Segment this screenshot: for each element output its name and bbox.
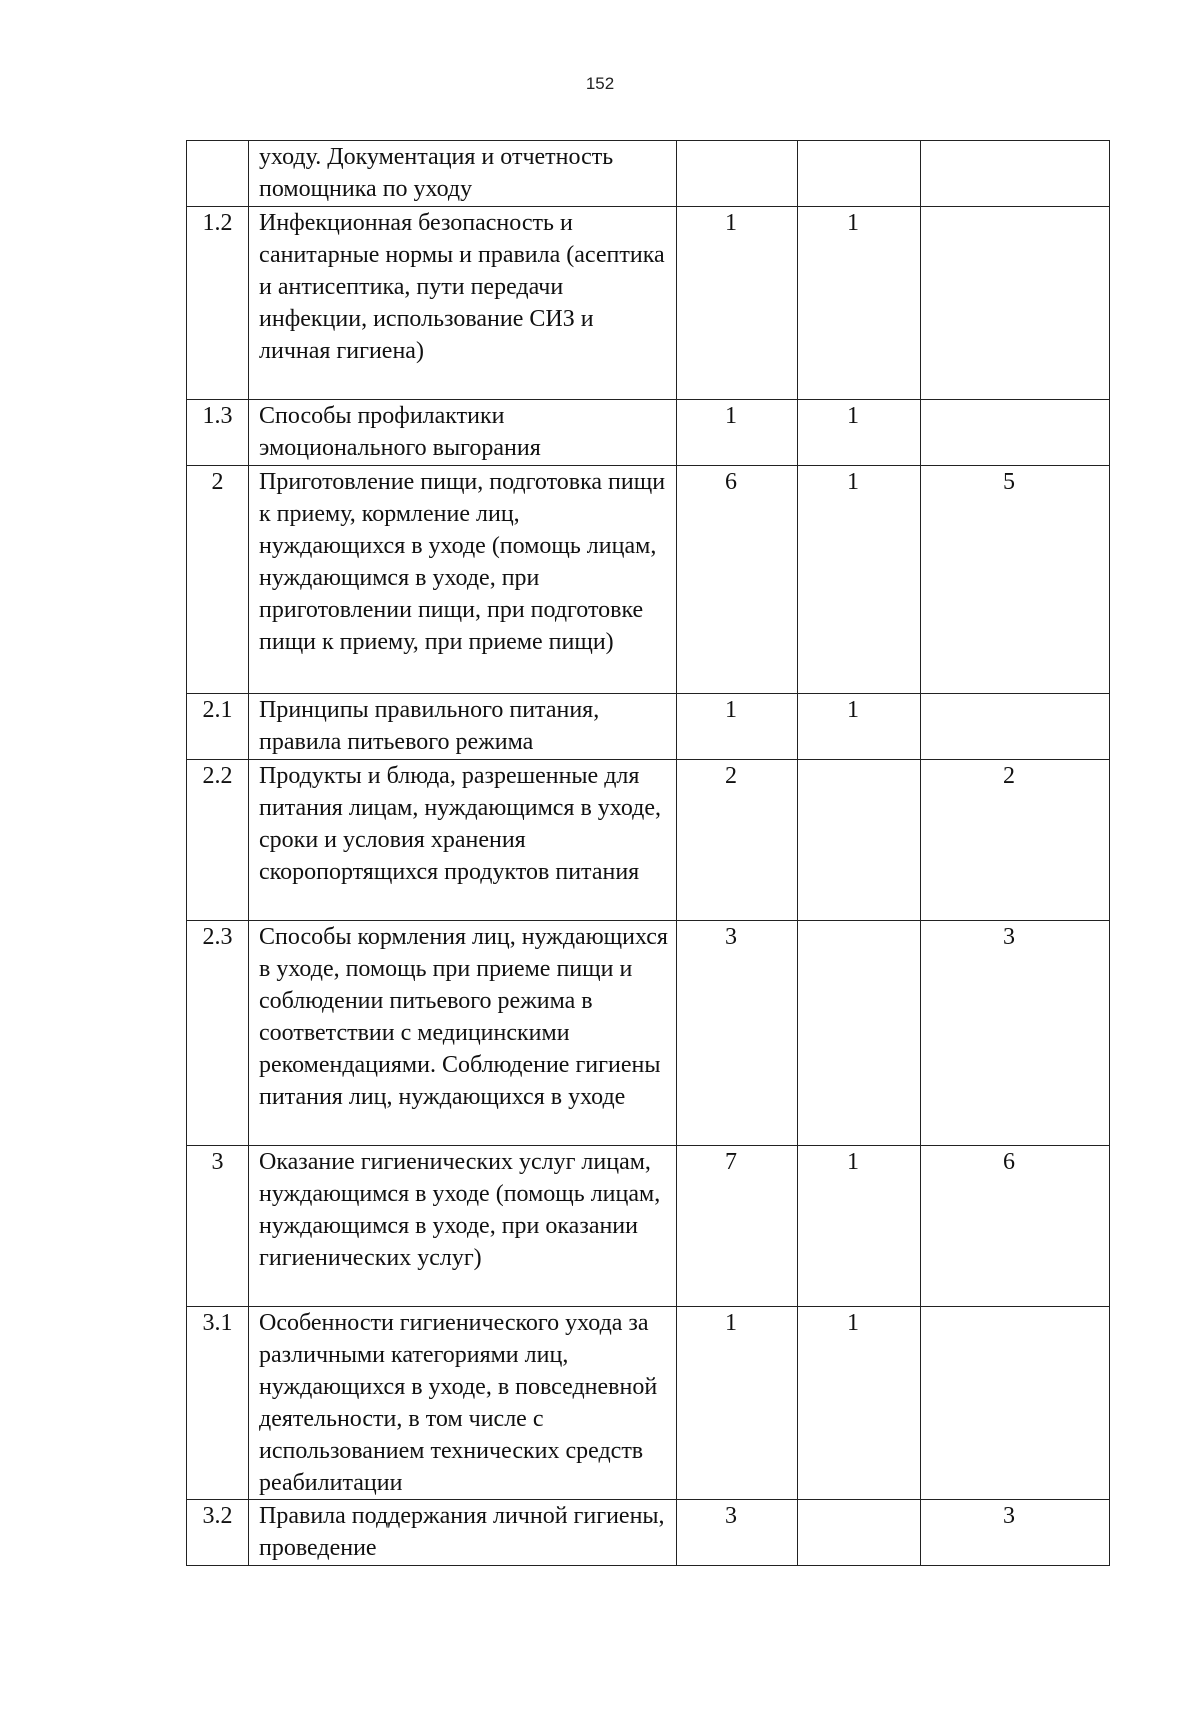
page-number: 152 — [585, 74, 615, 93]
row-topic: Продукты и блюда, разрешенные для питания лицам, нуждающимся в уходе, сроки и условия хранения скоропортящихся продуктов питания — [249, 760, 677, 921]
row-number: 2 — [187, 466, 249, 694]
row-theory-hours: 1 — [798, 207, 921, 400]
table-row — [187, 1500, 1110, 1566]
row-practice-hours: 3 — [921, 1500, 1110, 1566]
row-practice-hours: 5 — [921, 466, 1110, 694]
row-total-hours: 1 — [677, 207, 798, 400]
row-practice-hours: 6 — [921, 1146, 1110, 1307]
row-number: 3.1 — [187, 1307, 249, 1500]
row-theory-hours — [798, 141, 921, 207]
row-total-hours: 1 — [677, 694, 798, 760]
row-practice-hours — [921, 694, 1110, 760]
row-total-hours: 2 — [677, 760, 798, 921]
table-row — [187, 1307, 1110, 1500]
row-total-hours: 3 — [677, 921, 798, 1146]
row-theory-hours: 1 — [798, 1146, 921, 1307]
row-number: 3.2 — [187, 1500, 249, 1566]
row-practice-hours — [921, 141, 1110, 207]
row-topic: Особенности гигиенического ухода за различными категориями лиц, нуждающихся в уходе, в повседневной деятельности, в том числе с использованием технических средств реабилитации — [249, 1307, 677, 1500]
table-row — [187, 921, 1110, 1146]
row-total-hours: 1 — [677, 400, 798, 466]
table-row — [187, 400, 1110, 466]
row-total-hours: 3 — [677, 1500, 798, 1566]
table-row — [187, 207, 1110, 400]
row-total-hours: 7 — [677, 1146, 798, 1307]
row-topic: Инфекционная безопасность и санитарные нормы и правила (асептика и антисептика, пути передачи инфекции, использование СИЗ и личная гигиена) — [249, 207, 677, 400]
row-theory-hours: 1 — [798, 1307, 921, 1500]
row-theory-hours: 1 — [798, 466, 921, 694]
row-practice-hours: 2 — [921, 760, 1110, 921]
row-topic: Приготовление пищи, подготовка пищи к приему, кормление лиц, нуждающихся в уходе (помощь лицам, нуждающимся в уходе, при приготовлении пищи, при подготовке пищи к приему, при приеме пищи) — [249, 466, 677, 694]
row-topic: Способы профилактики эмоционального выгорания — [249, 400, 677, 466]
row-theory-hours — [798, 921, 921, 1146]
row-total-hours: 6 — [677, 466, 798, 694]
row-practice-hours — [921, 1307, 1110, 1500]
curriculum-table — [186, 140, 1110, 1566]
row-number — [187, 141, 249, 207]
row-number: 1.2 — [187, 207, 249, 400]
row-topic: Способы кормления лиц, нуждающихся в уходе, помощь при приеме пищи и соблюдении питьевого режима в соответствии с медицинскими рекомендациями. Соблюдение гигиены питания лиц, нуждающихся в уходе — [249, 921, 677, 1146]
row-topic: уходу. Документация и отчетность помощника по уходу — [249, 141, 677, 207]
row-topic: Оказание гигиенических услуг лицам, нуждающимся в уходе (помощь лицам, нуждающимся в уходе, при оказании гигиенических услуг) — [249, 1146, 677, 1307]
row-total-hours — [677, 141, 798, 207]
row-number: 1.3 — [187, 400, 249, 466]
row-practice-hours — [921, 400, 1110, 466]
table-row — [187, 694, 1110, 760]
table-row — [187, 760, 1110, 921]
row-theory-hours: 1 — [798, 400, 921, 466]
table-row — [187, 141, 1110, 207]
row-number: 3 — [187, 1146, 249, 1307]
row-number: 2.1 — [187, 694, 249, 760]
row-number: 2.3 — [187, 921, 249, 1146]
row-theory-hours — [798, 760, 921, 921]
row-practice-hours: 3 — [921, 921, 1110, 1146]
table-row — [187, 466, 1110, 694]
row-theory-hours: 1 — [798, 694, 921, 760]
table-row — [187, 1146, 1110, 1307]
row-total-hours: 1 — [677, 1307, 798, 1500]
row-number: 2.2 — [187, 760, 249, 921]
row-practice-hours — [921, 207, 1110, 400]
row-topic: Правила поддержания личной гигиены, проведение — [249, 1500, 677, 1566]
row-theory-hours — [798, 1500, 921, 1566]
row-topic: Принципы правильного питания, правила питьевого режима — [249, 694, 677, 760]
